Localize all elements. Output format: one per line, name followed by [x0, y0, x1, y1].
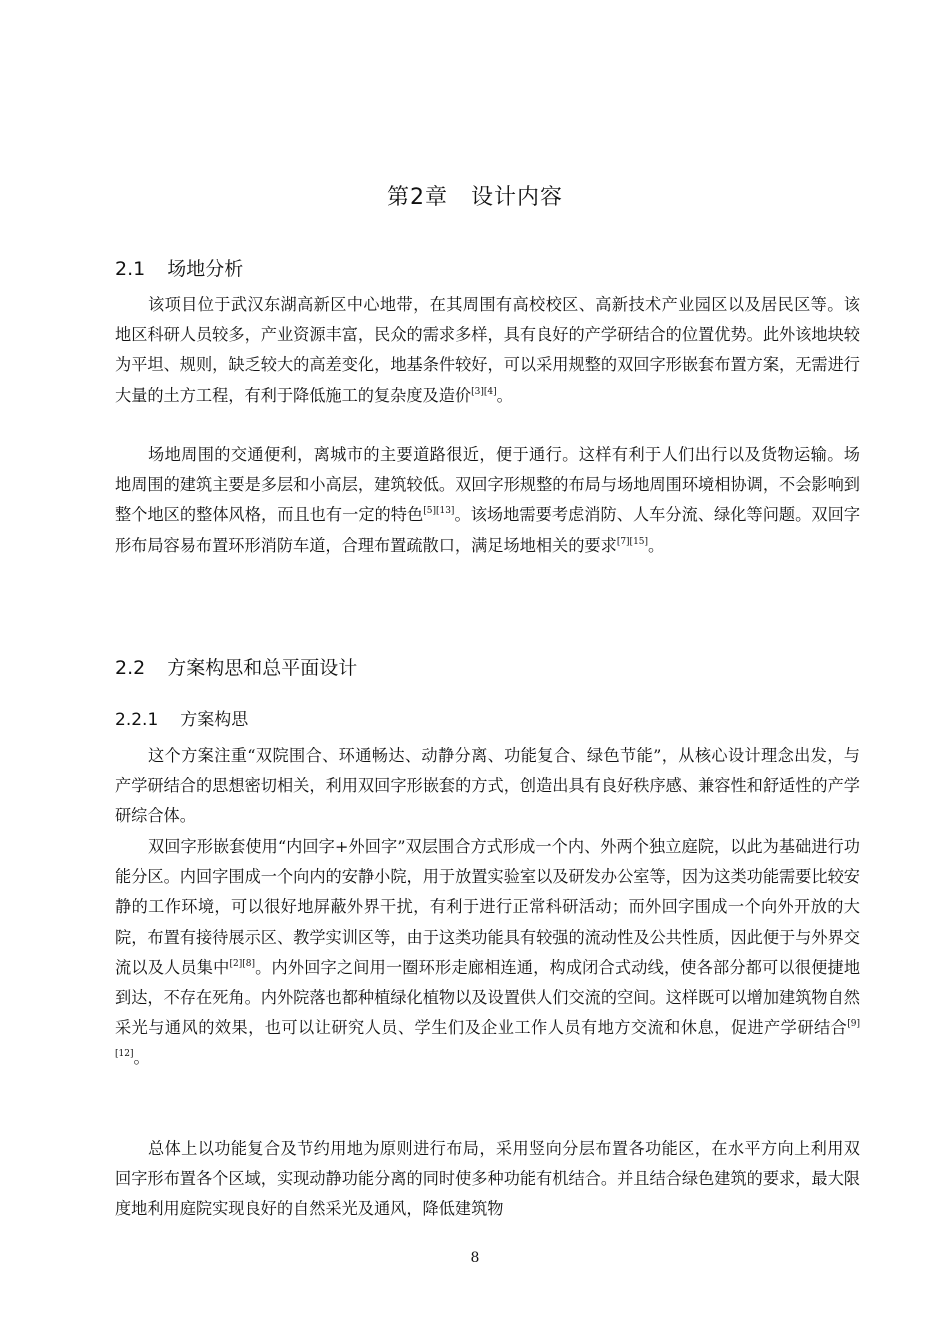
paragraph-end: 。 [496, 385, 513, 405]
paragraph-overall-layout [115, 1134, 860, 1225]
citation: [9][12] [115, 1019, 860, 1060]
paragraph-end: 。 [648, 535, 665, 555]
paragraph-text: 场地周围的交通便利，离城市的主要道路很近，便于通行。这样有利于人们出行以及货物运输。场地周围的建筑主要是多层和小高层，建筑较低。双回字形规整的布局与场地周围环境相协调，不会影响到整个地区的整体风格，而且也有一定的特色 [115, 445, 860, 525]
section-heading-2-2 [115, 653, 357, 680]
paragraph-text: 双回字形嵌套使用“内回字+外回字”双层围合方式形成一个内、外两个独立庭院，以此为基础进行功能分区。内回字围成一个向内的安静小院，用于放置实验室以及研发办公室等，因为这类功能需要比较安静的工作环境，可以很好地屏蔽外界干扰，有利于进行正常科研活动；而外回字围成一个向外开放的大院，布置有接待展示区、教学实训区等，由于这类功能具有较强的流动性及公共性质，因此便于与外界交流以及人员集中 [115, 837, 860, 977]
page-number: 8 [470, 1250, 480, 1266]
paragraph-design-concept [115, 741, 860, 832]
section-number: 2.1 [115, 258, 146, 280]
paragraph-site-traffic [115, 440, 860, 561]
paragraph-double-courtyard [115, 832, 860, 1074]
section-heading-2-1 [115, 254, 243, 281]
subsection-number: 2.2.1 [115, 710, 159, 730]
paragraph-site-location [115, 290, 860, 411]
paragraph-text: 。内外回字之间用一圈环形走廊相连通，构成闭合式动线，使各部分都可以很便捷地到达，不存在死角。内外院落也都种植绿化植物以及设置供人们交流的空间。这样既可以增加建筑物自然采光与通风的效果，也可以让研究人员、学生们及企业工作人员有地方交流和休息，促进产学研结合 [115, 957, 861, 1038]
citation: [7][15] [616, 536, 649, 547]
citation: [2][8] [229, 958, 255, 969]
paragraph-text: 该项目位于武汉东湖高新区中心地带，在其周围有高校校区、高新技术产业园区以及居民区等。该地区科研人员较多，产业资源丰富，民众的需求多样，具有良好的产学研结合的位置优势。此外该地块较为平坦、规则，缺乏较大的高差变化，地基条件较好，可以采用规整的双回字形嵌套布置方案，无需进行大量的土方工程，有利于降低施工的复杂度及造价 [115, 295, 860, 405]
paragraph-text: 。该场地需要考虑消防、人车分流、绿化等问题。双回字形布局容易布置环形消防车道，合理布置疏散口，满足场地相关的要求 [115, 505, 860, 555]
citation: [5][13] [423, 506, 455, 517]
paragraph-text: 总体上以功能复合及节约用地为原则进行布局，采用竖向分层布置各功能区，在水平方向上利用双回字形布置各个区域，实现动静功能分离的同时使多种功能有机结合。并且结合绿色建筑的要求，最大限度地利用庭院实现良好的自然采光及通风，降低建筑物 [115, 1139, 860, 1219]
paragraph-text: 这个方案注重“双院围合、环通畅达、动静分离、功能复合、绿色节能”，从核心设计理念出发，与产学研结合的思想密切相关，利用双回字形嵌套的方式，创造出具有良好秩序感、兼容性和舒适性的产学研综合体。 [115, 746, 860, 826]
subsection-heading-2-2-1 [115, 705, 248, 730]
subsection-title: 方案构思 [180, 710, 249, 730]
section-title: 场地分析 [167, 258, 244, 280]
paragraph-end: 。 [133, 1048, 150, 1068]
chapter-title: 第2章 设计内容 [387, 185, 563, 210]
section-number: 2.2 [115, 657, 146, 679]
citation: [3][4] [471, 386, 497, 397]
section-title: 方案构思和总平面设计 [167, 657, 358, 679]
